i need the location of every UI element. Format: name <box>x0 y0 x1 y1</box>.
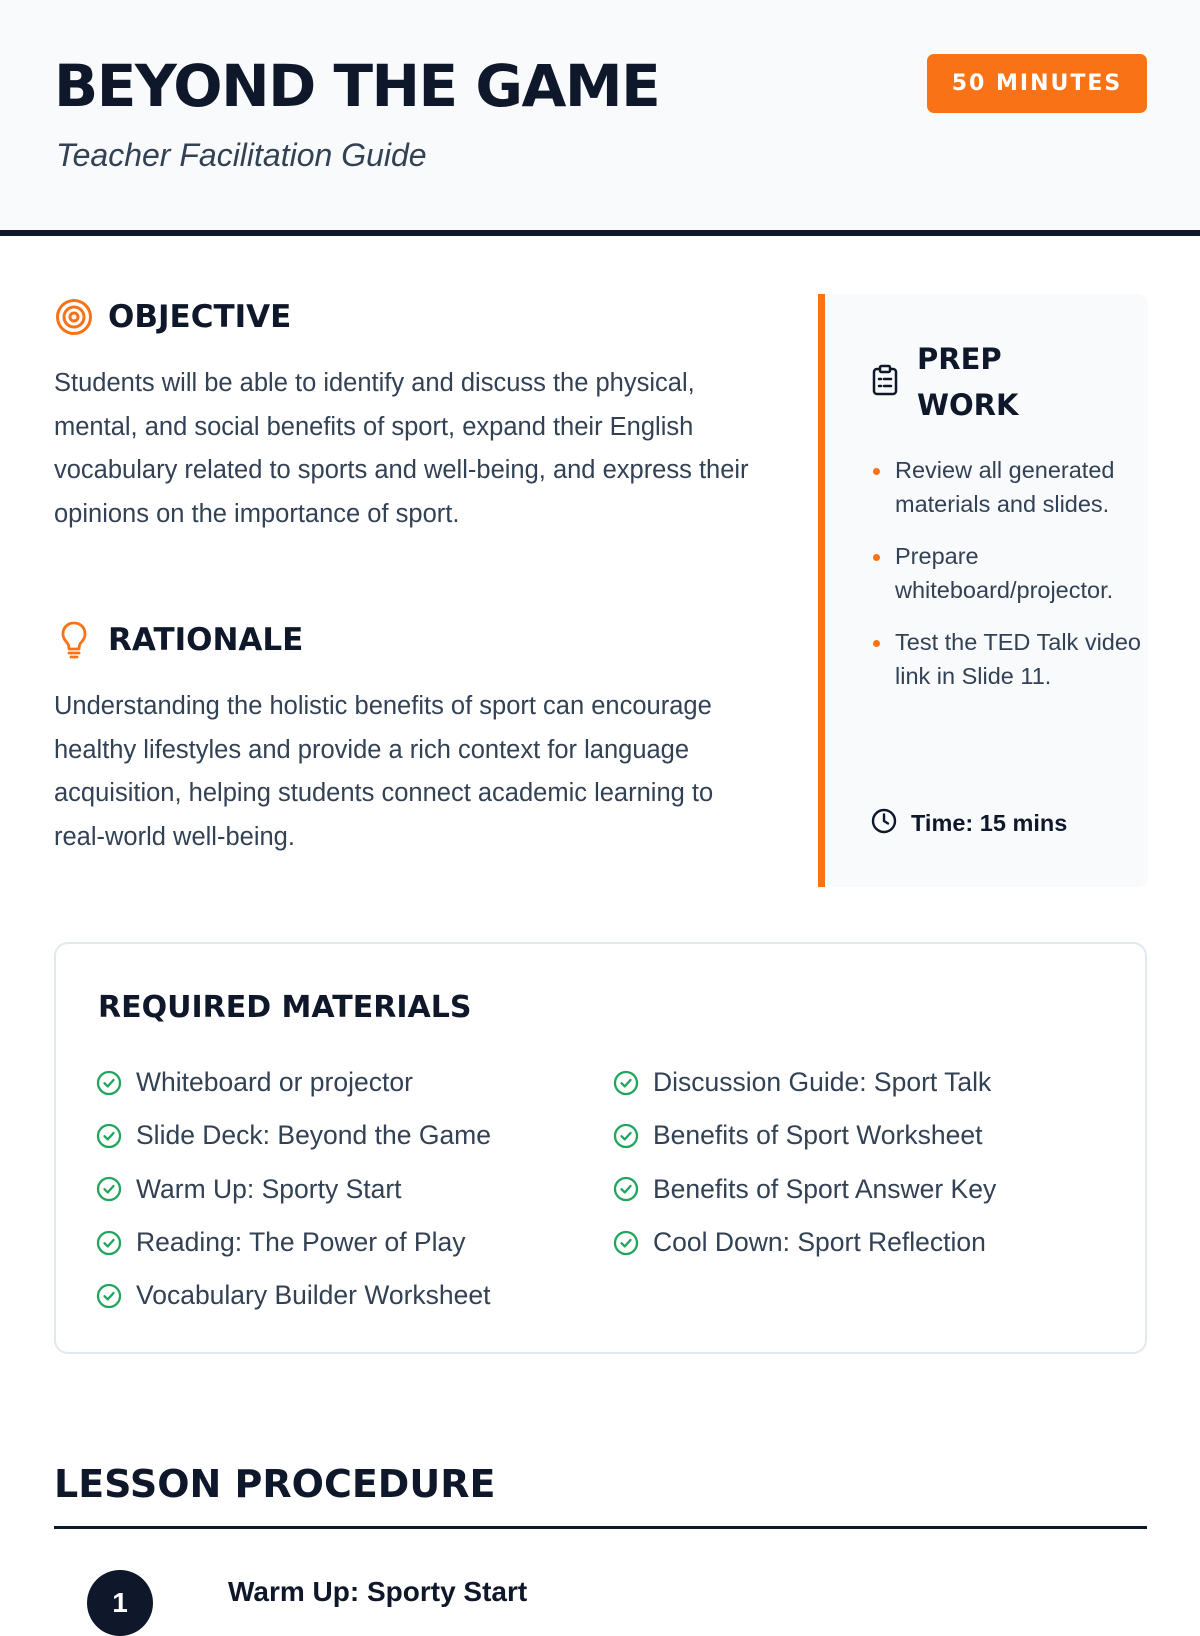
step-title: Warm Up: Sporty Start <box>228 1576 528 1607</box>
objective-text: Students will be able to identify and discuss the physical, mental, and social benefits of sport, expand their English vocabulary related to sports and well-being, and express their opinions on the importance of sport. <box>54 369 749 528</box>
list-item: Warm Up: Sporty Start <box>96 1163 491 1216</box>
lesson-procedure-heading: LESSON PROCEDURE <box>54 1462 496 1506</box>
prep-work-heading <box>871 336 1057 428</box>
lightbulb-icon <box>54 620 94 660</box>
check-circle-icon <box>96 1176 122 1202</box>
materials-heading: REQUIRED MATERIALS <box>98 990 472 1025</box>
prep-work-panel <box>818 294 1148 887</box>
required-materials-card <box>54 942 1147 1354</box>
check-circle-icon <box>613 1230 639 1256</box>
page-subtitle: Teacher Facilitation Guide <box>56 137 427 173</box>
list-item: Vocabulary Builder Worksheet <box>96 1269 491 1322</box>
prep-work-heading-label: PREP WORK <box>917 342 1019 422</box>
check-circle-icon <box>96 1230 122 1256</box>
rationale-text: Understanding the holistic benefits of sport can encourage healthy lifestyles and provide a rich context for language acquisition, helping students connect academic learning to real-world well-being. <box>54 692 714 851</box>
list-item: Benefits of Sport Worksheet <box>613 1109 996 1162</box>
check-circle-icon <box>96 1283 122 1309</box>
list-item: Benefits of Sport Answer Key <box>613 1163 996 1216</box>
list-item: Review all generated materials and slides. <box>871 454 1141 521</box>
page-header <box>0 0 1200 236</box>
check-circle-icon <box>613 1070 639 1096</box>
list-item: Test the TED Talk video link in Slide 11. <box>871 626 1141 693</box>
divider <box>54 1526 1147 1529</box>
prep-work-list <box>871 454 1141 712</box>
step-number-badge: 1 <box>87 1570 153 1636</box>
list-item: Cool Down: Sport Reflection <box>613 1216 996 1269</box>
list-item: Slide Deck: Beyond the Game <box>96 1109 491 1162</box>
list-item: Prepare whiteboard/projector. <box>871 540 1141 607</box>
check-circle-icon <box>613 1176 639 1202</box>
duration-badge: 50 MINUTES <box>927 54 1147 113</box>
check-circle-icon <box>613 1123 639 1149</box>
list-item: Reading: The Power of Play <box>96 1216 491 1269</box>
materials-list-left <box>96 1056 491 1322</box>
clock-icon <box>871 808 897 839</box>
page-title: BEYOND THE GAME <box>54 52 660 120</box>
rationale-heading-label: RATIONALE <box>108 622 304 658</box>
materials-list-right <box>613 1056 996 1269</box>
objective-heading-label: OBJECTIVE <box>108 299 292 335</box>
check-circle-icon <box>96 1123 122 1149</box>
clipboard-icon <box>871 364 899 401</box>
prep-time-label: Time: 15 mins <box>911 810 1068 836</box>
rationale-heading <box>54 620 303 660</box>
bullet-icon <box>873 640 880 647</box>
prep-time <box>871 808 1067 839</box>
check-circle-icon <box>96 1070 122 1096</box>
bullet-icon <box>873 554 880 561</box>
list-item: Whiteboard or projector <box>96 1056 491 1109</box>
target-icon <box>54 297 94 337</box>
bullet-icon <box>873 468 880 475</box>
list-item: Discussion Guide: Sport Talk <box>613 1056 996 1109</box>
objective-heading <box>54 297 291 337</box>
